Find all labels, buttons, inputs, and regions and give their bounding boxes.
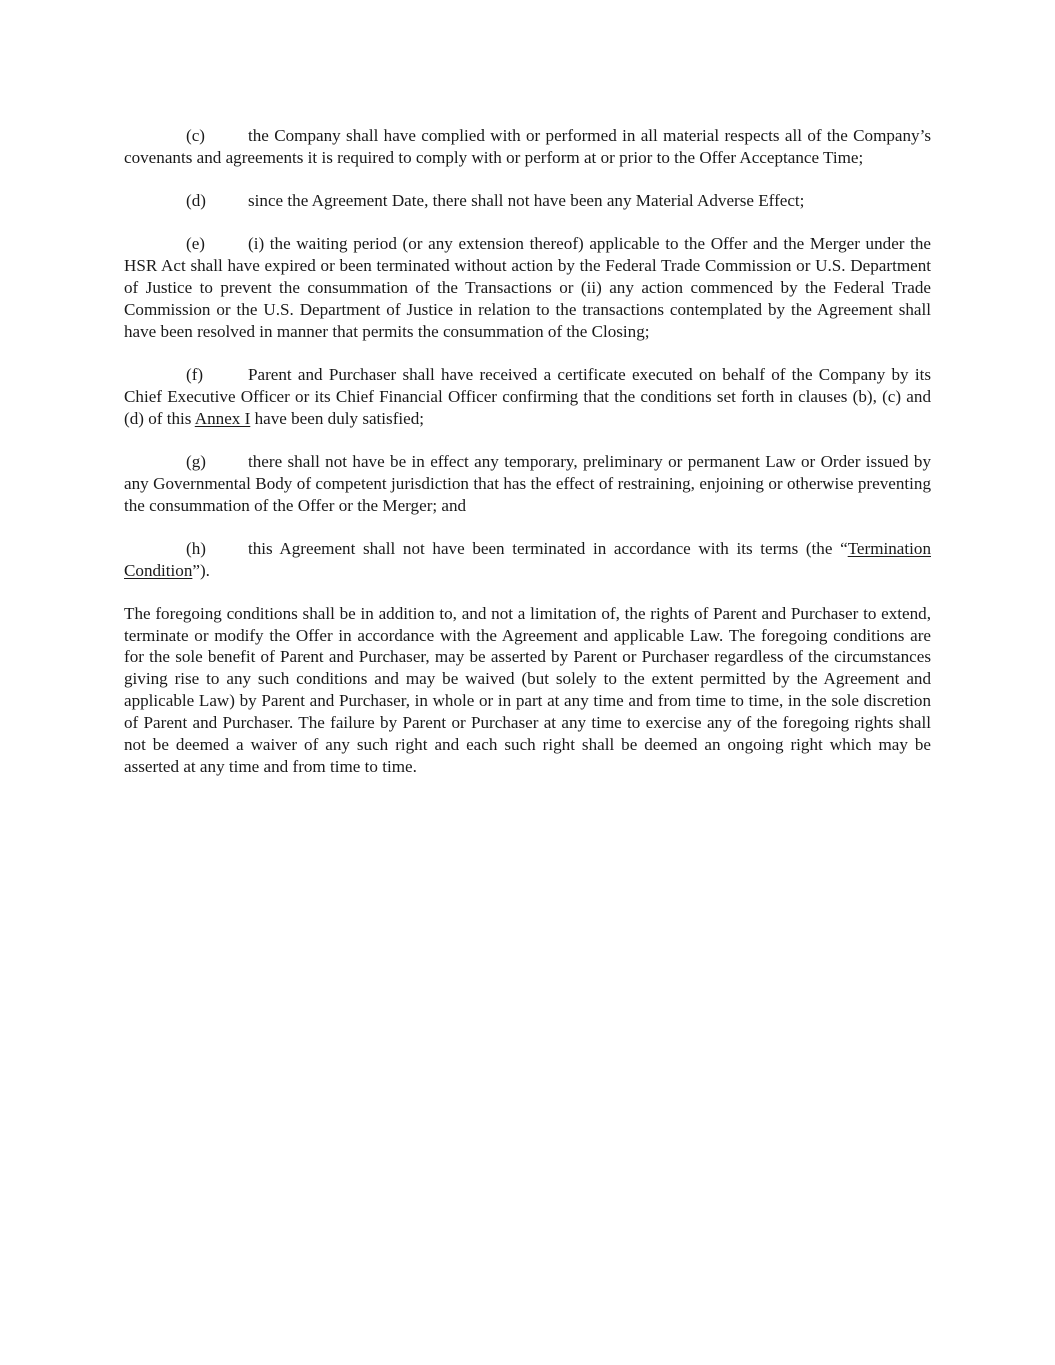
condition-d [124,190,931,212]
clause-text: the Company shall have complied with or performed in all material respects all of the Company’s covenants and agreements it is required to comply with or perform at or prior to the Offer Acceptance Time; [124,126,931,167]
condition-f [124,364,931,430]
defined-term: Termination Condition [124,538,931,580]
clause-text: there shall not have be in effect any temporary, preliminary or permanent Law or Order issued by any Governmental Body of competent jurisdiction that has the effect of restraining, enjoining or otherwise preventing the consummation of the Offer or the Merger; and [124,451,931,515]
condition-h [124,538,931,582]
clause-text: since the Agreement Date, there shall not have been any Material Adverse Effect; [248,191,805,210]
condition-c [124,125,931,169]
clause-label: (g) [186,451,206,471]
clause-label: (d) [186,191,206,210]
clause-text: (i) the waiting period (or any extension thereof) applicable to the Offer and the Merger under the HSR Act shall have expired or been terminated without action by the Federal Trade Commission or U.S. Department of Justice to prevent the consummation of the Transactions or (ii) any action commenced by the Federal Trade Commission or the U.S. Department of Justice in relation to the transactions contemplated by the Agreement shall have been resolved in manner that permits the consummation of the Closing; [124,234,931,341]
clause-text-end: ”). [192,560,210,580]
clause-text: this Agreement shall not have been terminated in accordance with its terms (the “ [248,538,848,558]
closing-paragraph: The foregoing conditions shall be in addition to, and not a limitation of, the rights of Parent and Purchaser to extend, terminate or modify the Offer in accordance with the Agreement and applicable Law. The foregoing conditions are for the sole benefit of Parent and Purchaser, may be asserted by Parent or Purchaser regardless of the circumstances giving rise to any such conditions and may be waived (but solely to the extent permitted by the Agreement and applicable Law) by Parent and Purchaser, in whole or in part at any time and from time to time, in the sole discretion of Parent and Purchaser. The failure by Parent or Purchaser at any time to exercise any of the foregoing rights shall not be deemed a waiver of any such right and each such right shall be deemed an ongoing right which may be asserted at any time and from time to time. [124,603,931,776]
document-body [124,125,931,799]
clause-label: (e) [186,234,205,254]
condition-e [124,233,931,343]
condition-g [124,451,931,517]
clause-label: (c) [186,126,205,145]
clause-text: Parent and Purchaser shall have received a certificate executed on behalf of the Company by its Chief Executive Officer or its Chief Financial Officer confirming that the conditions set forth in clauses (b), (c) and (d) of this [124,364,931,428]
clause-label: (f) [186,364,204,384]
clause-text-end: have been duly satisfied; [250,408,425,428]
clause-label: (h) [186,538,206,558]
annex-reference: Annex I [194,408,251,428]
